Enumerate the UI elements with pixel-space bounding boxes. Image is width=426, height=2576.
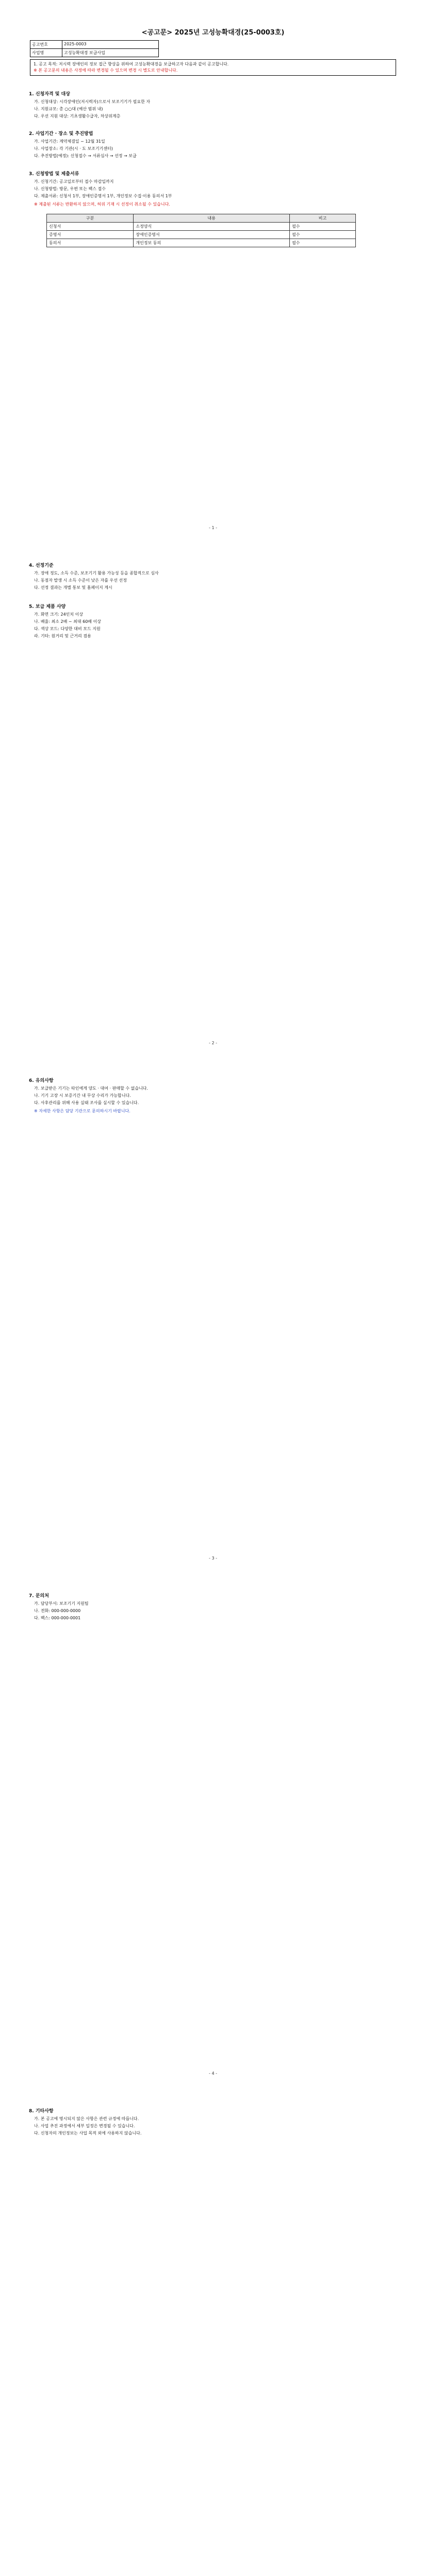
header-key: 공고번호 (30, 41, 62, 48)
section-line: 나. 전화: 000-000-0000 (34, 1608, 81, 1613)
page-number: - 4 - (209, 2071, 217, 2076)
section-line: 다. 색상 모드: 다양한 대비 모드 지원 (34, 626, 101, 631)
page-number: - 3 - (209, 1556, 217, 1561)
section-line: 다. 선정 결과는 개별 통보 및 홈페이지 게시 (34, 585, 112, 590)
section-title: 8. 기타사항 (29, 2109, 54, 2114)
document-title: <공고문> 2025년 고성능확대경(25-0003호) (141, 29, 285, 37)
table-cell: 개인정보 동의 (134, 239, 290, 247)
table-header: 내용 (134, 214, 290, 223)
header-value: 고성능확대경 보급사업 (64, 50, 105, 55)
header-info-box (30, 40, 159, 57)
table-cell: 필수 (290, 239, 356, 247)
section-line: 나. 지원규모: 총 ○○대 (예산 범위 내) (34, 107, 103, 111)
section-line: 다. 우선 지원 대상: 기초생활수급자, 차상위계층 (34, 114, 121, 118)
page-number: - 1 - (209, 526, 217, 530)
section-line: 나. 사업 추진 과정에서 세부 일정은 변경될 수 있습니다. (34, 2124, 135, 2128)
header-value: 2025-0003 (64, 42, 87, 46)
table-cell: 장애인증명서 (134, 231, 290, 239)
table-row (47, 223, 356, 231)
intro-note: ※ 본 공고문의 내용은 사정에 따라 변경될 수 있으며 변경 시 별도로 안내합니다. (34, 68, 178, 73)
section-line: 가. 사업기간: 계약체결일 ~ 12월 31일 (34, 139, 105, 144)
section-title: 2. 사업기간 · 장소 및 추진방법 (29, 131, 93, 137)
section-line: 가. 보급받은 기기는 타인에게 양도 · 대여 · 판매할 수 없습니다. (34, 1086, 149, 1091)
section-line: 가. 화면 크기: 24인치 이상 (34, 612, 84, 617)
section-line: 다. 신청자의 개인정보는 사업 목적 외에 사용하지 않습니다. (34, 2131, 142, 2136)
section-line: 다. 팩스: 000-000-0001 (34, 1616, 81, 1620)
page-number: - 2 - (209, 1041, 217, 1045)
section-title: 1. 신청자격 및 대상 (29, 92, 70, 97)
section-line: 가. 본 공고에 명시되지 않은 사항은 관련 규정에 따릅니다. (34, 2116, 139, 2121)
table-cell: 필수 (290, 223, 356, 231)
section-title: 4. 선정기준 (29, 563, 54, 568)
section-line: 나. 신청방법: 방문, 우편 또는 팩스 접수 (34, 187, 106, 191)
section-line: 나. 기기 고장 시 보증기간 내 무상 수리가 가능합니다. (34, 1093, 131, 1098)
section-line: 다. 추진방법(예정): 신청접수 → 서류심사 → 선정 → 보급 (34, 154, 137, 158)
table-header: 구분 (47, 214, 134, 223)
info-note: ※ 자세한 사항은 담당 기관으로 문의하시기 바랍니다. (34, 1109, 130, 1113)
section-line: 나. 사업장소: 각 기관(시 · 도 보조기기센터) (34, 146, 113, 151)
section-line: 가. 담당부서: 보조기기 지원팀 (34, 1601, 89, 1606)
table-cell: 동의서 (47, 239, 134, 247)
table-row (47, 239, 356, 247)
section-title: 3. 신청방법 및 제출서류 (29, 172, 79, 177)
section-line: 라. 기타: 원거리 및 근거리 겸용 (34, 634, 91, 638)
warning-note: ※ 제출된 서류는 반환하지 않으며, 허위 기재 시 선정이 취소될 수 있습니다. (34, 202, 170, 207)
table-row (47, 231, 356, 239)
section-title: 6. 유의사항 (29, 1078, 54, 1083)
section-line: 다. 사후관리를 위해 사용 실태 조사를 실시할 수 있습니다. (34, 1100, 139, 1105)
section-line: 가. 장애 정도, 소득 수준, 보조기기 활용 가능성 등을 종합적으로 심사 (34, 571, 159, 575)
documents-table (46, 214, 356, 247)
intro-box (30, 59, 396, 76)
section-title: 5. 보급 제품 사양 (29, 604, 66, 609)
table-cell: 신청서 (47, 223, 134, 231)
header-key: 사업명 (30, 49, 62, 57)
section-line: 나. 배율: 최소 2배 ~ 최대 60배 이상 (34, 619, 102, 624)
section-line: 가. 신청기간: 공고일로부터 접수 마감일까지 (34, 179, 114, 184)
table-cell: 소정양식 (134, 223, 290, 231)
section-line: 가. 신청대상: 시각장애인(저시력자)으로서 보조기기가 필요한 자 (34, 99, 151, 104)
section-title: 7. 문의처 (29, 1594, 49, 1599)
table-cell: 필수 (290, 231, 356, 239)
table-header: 비고 (290, 214, 356, 223)
section-line: 다. 제출서류: 신청서 1부, 장애인증명서 1부, 개인정보 수집·이용 동의서 1부 (34, 194, 172, 198)
intro-line: 1. 공고 목적: 저시력 장애인의 정보 접근 향상을 위하여 고성능확대경을 보급하고자 다음과 같이 공고합니다. (34, 62, 229, 66)
table-cell: 증명서 (47, 231, 134, 239)
section-line: 나. 동점자 발생 시 소득 수준이 낮은 자를 우선 선정 (34, 578, 127, 583)
